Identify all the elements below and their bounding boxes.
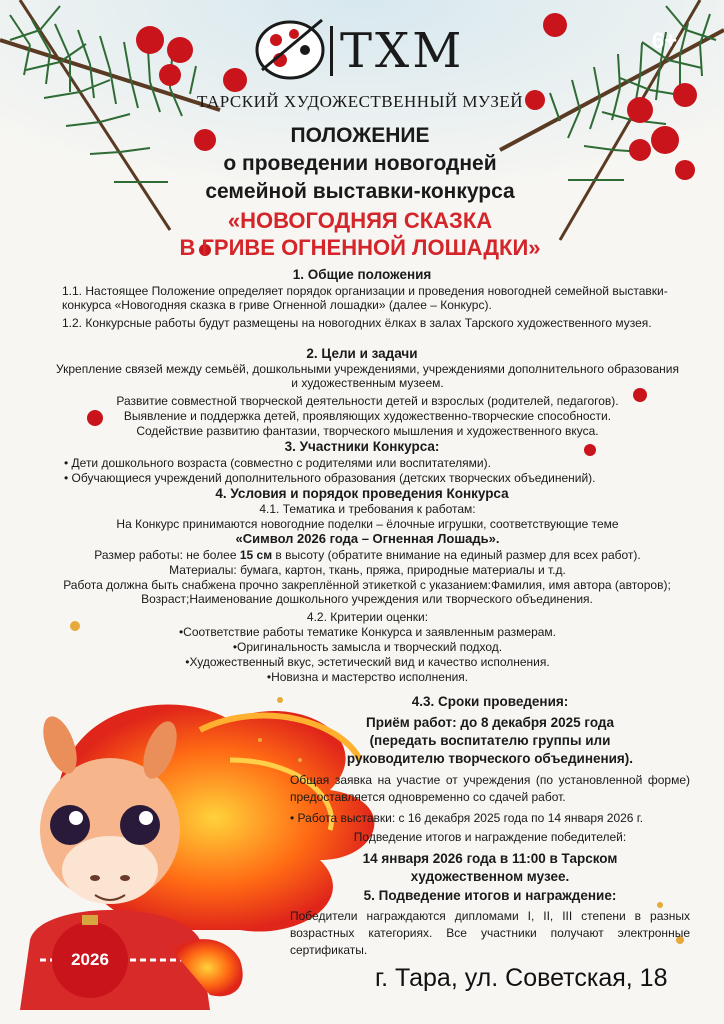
document-title (100, 122, 620, 206)
work-size-prefix: Размер работы: не более (94, 548, 240, 562)
results-date-line-1: 14 января 2026 года в 11:00 в Тарском (362, 851, 618, 866)
work-size-suffix: в высоту (обратите внимание на единый размер для всех работ). (272, 548, 641, 562)
criterion-2: •Оригинальность замысла и творческий подход. (232, 640, 503, 654)
contest-title (100, 207, 620, 261)
criterion-3: •Художественный вкус, эстетический вид и качество исполнения. (185, 655, 550, 669)
criterion-1: •Соответствие работы тематике Конкурса и заявленным размерам. (178, 625, 557, 639)
age-rating-badge: 6+ (652, 28, 678, 53)
section-1-paragraph-2: 1.2. Конкурсные работы будут размещены на новогодних ёлках в залах Тарского художественного музея. (62, 316, 652, 330)
title-line-1: ПОЛОЖЕНИЕ (290, 124, 430, 147)
contest-title-line-1: «НОВОГОДНЯЯ СКАЗКА (227, 208, 493, 233)
section-2-item-4: Содействие развитию фантазии, творческого мышления и художественного вкуса. (136, 424, 599, 438)
ornament-year: 2026 (71, 950, 109, 969)
section-3-heading: 3. Участники Конкурса: (284, 439, 440, 454)
section-4-1-text: На Конкурс принимаются новогодние поделки – ёлочные игрушки, соответствующие теме (116, 517, 619, 531)
title-line-2: о проведении новогодней (223, 152, 497, 175)
section-4-1-heading: 4.1. Тематика и требования к работам: (259, 502, 476, 516)
results-heading: Подведение итогов и награждение победителей: (353, 830, 627, 844)
section-2-item-1: Укрепление связей между семьёй, дошкольными учреждениями, учреждениями дополнительного образования и художественным музеем. (56, 362, 679, 390)
work-size-requirement (50, 548, 685, 562)
contest-title-line-2: В ГРИВЕ ОГНЕННОЙ ЛОШАДКИ» (179, 235, 541, 260)
section-1-heading: 1. Общие положения (292, 267, 432, 282)
deadline-line-3: руководителю творческого объединения). (346, 751, 634, 766)
footer-address: г. Тара, ул. Советская, 18 (375, 964, 668, 992)
museum-name: ТАРСКИЙ ХУДОЖЕСТВЕННЫЙ МУЗЕЙ (196, 92, 524, 111)
label-requirement: Работа должна быть снабжена прочно закреплённой этикеткой с указанием:Фамилия, имя автора (авторов); Возраст;Наименование дошкольного учреждения или творческого объединения. (63, 578, 671, 606)
exhibition-dates: • Работа выставки: с 16 декабря 2025 года по 14 января 2026 г. (290, 811, 644, 825)
application-note: Общая заявка на участие от учреждения (по установленной форме) предоставляется одновременно со сдачей работ. (290, 773, 690, 804)
section-5-text: Победители награждаются дипломами I, II, III степени в разных возрастных категориях. Все участники получают электронные сертификаты. (290, 909, 690, 957)
logo-abbreviation: ТХМ (340, 23, 465, 79)
section-2-item-2: Развитие совместной творческой деятельности детей и взрослых (родителей, педагогов). (116, 394, 619, 408)
criterion-4: •Новизна и мастерство исполнения. (266, 670, 469, 684)
section-2-item-3: Выявление и поддержка детей, проявляющих художественно-творческие способности. (123, 409, 612, 423)
deadline-line-2: (передать воспитателю группы или (369, 733, 611, 748)
logo-separator (330, 26, 333, 76)
section-4-2-heading: 4.2. Критерии оценки: (306, 610, 429, 624)
title-line-3: семейной выставки-конкурса (205, 180, 515, 203)
section-1-paragraph-1: 1.1. Настоящее Положение определяет порядок организации и проведения новогодней семейной выставки-конкурса «Новогодняя сказка в гриве Огненной лошадки» (далее – Конкурс). (62, 284, 668, 312)
work-size-value: 15 см (239, 548, 273, 562)
contest-theme: «Символ 2026 года – Огненная Лошадь». (235, 531, 500, 546)
section-4-heading: 4. Условия и порядок проведения Конкурса (215, 486, 509, 501)
section-4-3-heading: 4.3. Сроки проведения: (411, 694, 569, 709)
section-5-heading: 5. Подведение итогов и награждение: (363, 888, 617, 903)
section-2-heading: 2. Цели и задачи (306, 346, 418, 361)
results-date-line-2: художественном музее. (410, 869, 570, 884)
materials-text: Материалы: бумага, картон, ткань, пряжа, природные материалы и т.д. (169, 563, 566, 577)
palette-icon (257, 20, 323, 78)
section-3-item-1: • Дети дошкольного возраста (совместно с родителями или воспитателями). (64, 456, 491, 470)
deadline-line-1: Приём работ: до 8 декабря 2025 года (366, 715, 614, 730)
section-3-item-2: • Обучающиеся учреждений дополнительного образования (детских творческих объединений). (64, 471, 596, 485)
